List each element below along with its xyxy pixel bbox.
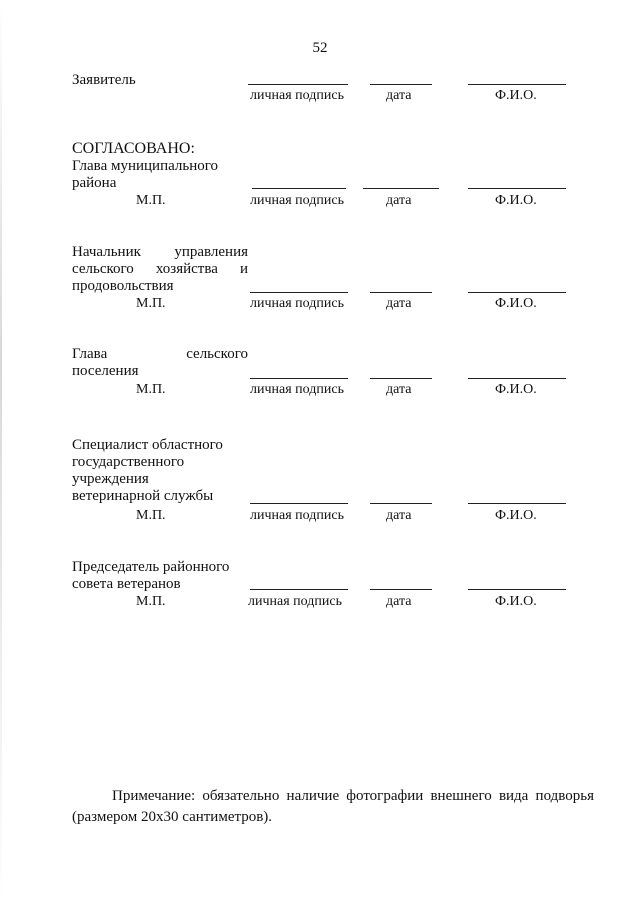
signature-caption: личная подпись [250,88,344,103]
name-caption: Ф.И.О. [495,296,537,311]
signature-line[interactable] [250,292,348,293]
name-caption: Ф.И.О. [495,88,537,103]
date-caption: дата [386,508,412,523]
name-caption: Ф.И.О. [495,508,537,523]
signatory-title-line: поселения [72,363,139,379]
stamp-mark: М.П. [136,296,166,311]
signature-line[interactable] [250,589,348,590]
signatory-title [72,559,248,593]
scan-edge [0,0,2,905]
applicant-label-text: Заявитель [72,72,136,88]
stamp-mark: М.П. [136,594,166,609]
signatory-title-line: государственного [72,454,185,470]
signature-line[interactable] [250,378,348,379]
signatory-title-line: Начальник управления [72,244,248,260]
signatory-title-line: района [72,175,117,191]
name-caption: Ф.И.О. [495,594,537,609]
signature-caption: личная подпись [250,508,344,523]
signature-caption: личная подпись [250,193,344,208]
signature-line[interactable] [250,503,348,504]
name-line[interactable] [468,378,566,379]
applicant-label [72,72,248,89]
signatory-title [72,244,248,295]
date-caption: дата [386,382,412,397]
name-line[interactable] [468,589,566,590]
date-caption: дата [386,296,412,311]
name-line[interactable] [468,503,566,504]
date-line[interactable] [370,84,432,85]
signatory-title-line: продовольствия [72,278,174,294]
name-line[interactable] [468,292,566,293]
approval-header [72,140,248,157]
signatory-title-line: совета ветеранов [72,576,181,592]
signatory-title-line: ветеринарной службы [72,488,214,504]
signatory-title-line: Председатель районного [72,559,230,575]
signatory-title [72,437,248,505]
stamp-mark: М.П. [136,193,166,208]
signature-line[interactable] [252,188,346,189]
date-caption: дата [386,193,412,208]
signature-line[interactable] [248,84,348,85]
stamp-mark: М.П. [136,382,166,397]
signatory-title-line: Специалист областного [72,437,223,453]
date-line[interactable] [370,503,432,504]
signature-caption: личная подпись [250,382,344,397]
date-line[interactable] [370,292,432,293]
date-line[interactable] [363,188,439,189]
signatory-title-line: Глава муниципального [72,158,219,174]
page-number: 52 [312,40,328,56]
approval-header-text: СОГЛАСОВАНО: [72,140,195,157]
name-line[interactable] [468,188,566,189]
signatory-title-line: учреждения [72,471,149,487]
note [72,786,594,828]
signatory-title-line: Глава сельского [72,346,248,362]
signatory-title-line: сельского хозяйства и [72,261,248,277]
note-line: (размером 20х30 сантиметров). [72,809,273,825]
name-line[interactable] [468,84,566,85]
date-caption: дата [386,594,412,609]
date-line[interactable] [370,378,432,379]
name-caption: Ф.И.О. [495,193,537,208]
signatory-title [72,158,248,192]
signature-caption: личная подпись [250,296,344,311]
date-caption: дата [386,88,412,103]
signature-caption: личная подпись [248,594,342,609]
signatory-title [72,346,248,380]
date-line[interactable] [370,589,432,590]
note-line: Примечание: обязательно наличие фотографии внешнего вида подворья [112,788,594,804]
name-caption: Ф.И.О. [495,382,537,397]
stamp-mark: М.П. [136,508,166,523]
